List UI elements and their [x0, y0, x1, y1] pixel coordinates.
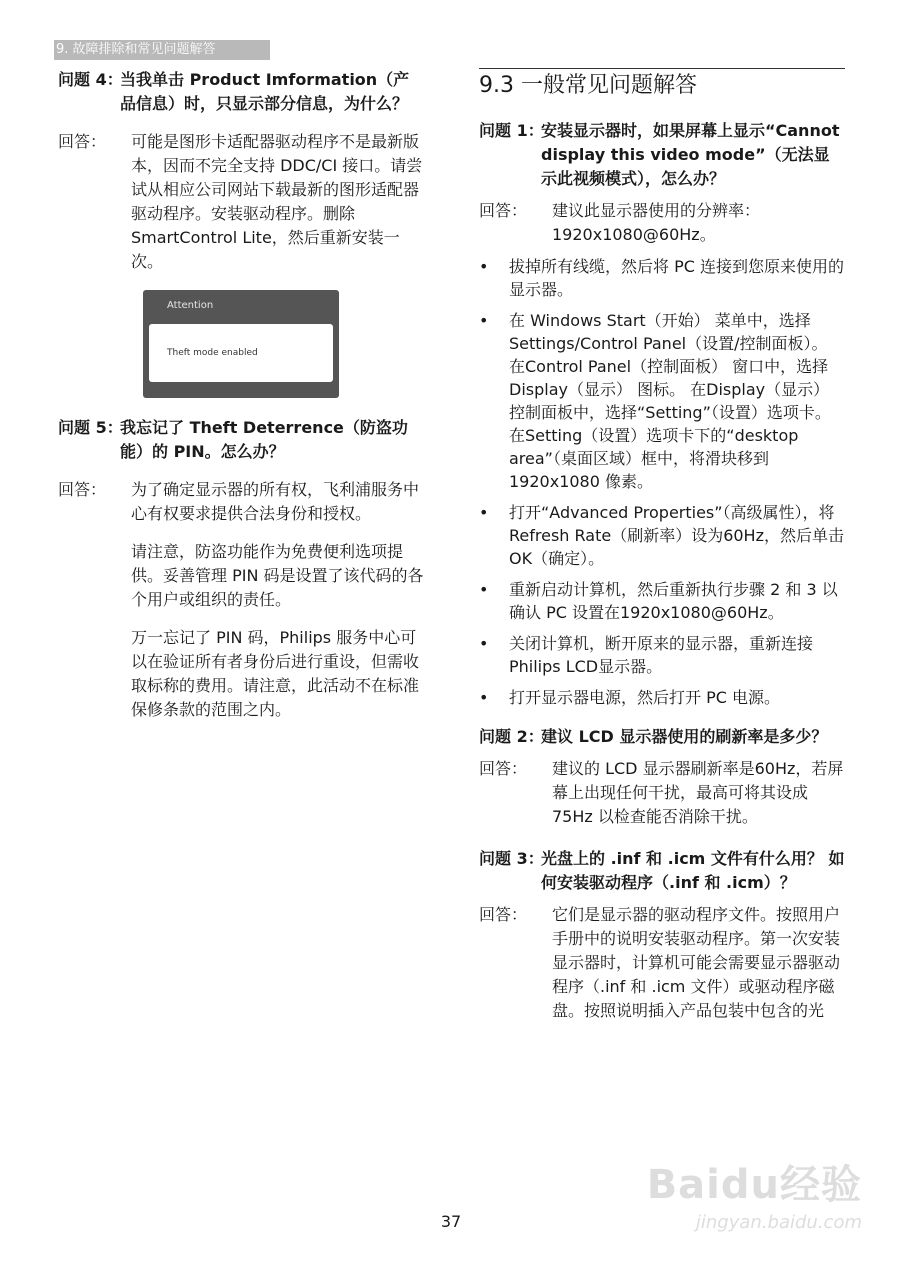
question-2-label: 问题 2： — [479, 727, 544, 746]
question-1 — [479, 119, 845, 191]
question-5 — [58, 416, 424, 464]
question-1-label: 问题 1： — [479, 121, 544, 140]
answer-5-paragraph-3: 万一忘记了 PIN 码，Philips 服务中心可以在验证所有者身份后进行重设，但需收取标称的费用。请注意，此活动不在标准保修条款的范围之内。 — [131, 628, 420, 719]
answer-2-text: 建议的 LCD 显示器刷新率是60Hz，若屏幕上出现任何干扰，最高可将其设成 75Hz 以检查能否消除干扰。 — [552, 759, 844, 826]
attention-dialog-body — [149, 324, 333, 382]
bullet-icon: • — [479, 580, 489, 599]
answer-4-label: 回答： — [58, 132, 107, 151]
answer-5 — [58, 478, 424, 526]
answer-3-label: 回答： — [479, 905, 528, 924]
question-3 — [479, 847, 845, 895]
watermark-logo: Baidu经验 — [646, 1162, 862, 1208]
answer-2 — [479, 757, 845, 829]
attention-dialog-image — [143, 290, 339, 398]
list-item: • 重新启动计算机，然后重新执行步骤 2 和 3 以确认 PC 设置在1920x1080@60Hz。 — [479, 580, 838, 622]
bullet-icon: • — [479, 311, 489, 330]
question-5-text: 我忘记了 Theft Deterrence（防盗功能）的 PIN。怎么办？ — [120, 418, 408, 461]
bullet-icon: • — [479, 257, 489, 276]
list-item: • 打开“Advanced Properties”（高级属性），将Refresh Rate（刷新率）设为60Hz，然后单击OK（确定）。 — [479, 503, 844, 568]
page-number: 37 — [440, 1212, 462, 1231]
answer-1-label: 回答： — [479, 201, 528, 220]
question-4 — [58, 68, 424, 116]
question-2 — [479, 725, 845, 749]
answer-1-text: 建议此显示器使用的分辨率：1920x1080@60Hz。 — [552, 201, 761, 244]
list-item: • 关闭计算机，断开原来的显示器，重新连接 Philips LCD显示器。 — [479, 634, 814, 676]
question-3-text: 光盘上的 .inf 和 .icm 文件有什么用？ 如何安装驱动程序（.inf 和 .icm）？ — [541, 849, 845, 892]
question-4-text: 当我单击 Product Imformation（产品信息）时，只显示部分信息，为什么？ — [120, 70, 410, 113]
question-5-label: 问题 5： — [58, 418, 123, 437]
question-1-text: 安装显示器时，如果屏幕上显示“Cannot display this video mode”（无法显示此视频模式），怎么办？ — [541, 121, 840, 188]
answer-3-text: 它们是显示器的驱动程序文件。按照用户手册中的说明安装驱动程序。第一次安装显示器时，计算机可能会需要显示器驱动程序（.inf 和 .icm 文件）或驱动程序磁盘。按照说明插入产品包装中包含的光 — [552, 905, 841, 1020]
question-4-label: 问题 4： — [58, 70, 123, 89]
bullet-icon: • — [479, 688, 489, 707]
chapter-header-tag: 9. 故障排除和常见问题解答 — [54, 40, 270, 60]
list-item: • 在 Windows Start（开始） 菜单中，选择Settings/Control Panel（设置/控制面板）。 在Control Panel（控制面板） 窗口中，选择Display（显示） 图标。 在Display（显示） 控制面板中，选择“Setting”（设置）选项卡。 在Setting（设置）选项卡下的“desktop area”（桌面区域）框中，将滑块移到1920x1080 像素。 — [479, 311, 831, 491]
answer-2-label: 回答： — [479, 759, 528, 778]
answer-4-text: 可能是图形卡适配器驱动程序不是最新版本，因而不完全支持 DDC/CI 接口。请尝试从相应公司网站下载最新的图形适配器驱动程序。安装驱动程序。删除 SmartControl Lite，然后重新安装一次。 — [131, 132, 423, 271]
bullet-icon: • — [479, 503, 489, 522]
answer-1 — [479, 199, 845, 247]
answer-4 — [58, 130, 424, 274]
list-item: • 打开显示器电源，然后打开 PC 电源。 — [479, 688, 780, 707]
section-title: 9.3 一般常见问题解答 — [479, 68, 845, 105]
question-2-text: 建议 LCD 显示器使用的刷新率是多少？ — [541, 727, 828, 746]
attention-dialog-message: Theft mode enabled — [167, 348, 258, 358]
left-column — [58, 68, 424, 722]
attention-dialog-title: Attention — [167, 300, 214, 311]
list-item: • 拔掉所有线缆，然后将 PC 连接到您原来使用的显示器。 — [479, 257, 844, 299]
answer-5-paragraph-2: 请注意，防盗功能作为免费便利选项提供。妥善管理 PIN 码是设置了该代码的各个用户或组织的责任。 — [131, 542, 424, 609]
answer-3 — [479, 903, 845, 1023]
answer-5-label: 回答： — [58, 480, 107, 499]
answer-5-text: 为了确定显示器的所有权，飞利浦服务中心有权要求提供合法身份和授权。 — [131, 480, 420, 523]
baidu-watermark — [622, 1160, 862, 1260]
right-column — [479, 68, 845, 1023]
bullet-icon: • — [479, 634, 489, 653]
question-3-label: 问题 3： — [479, 849, 544, 868]
watermark-url: jingyan.baidu.com — [695, 1212, 862, 1233]
troubleshooting-steps-list — [479, 255, 845, 709]
